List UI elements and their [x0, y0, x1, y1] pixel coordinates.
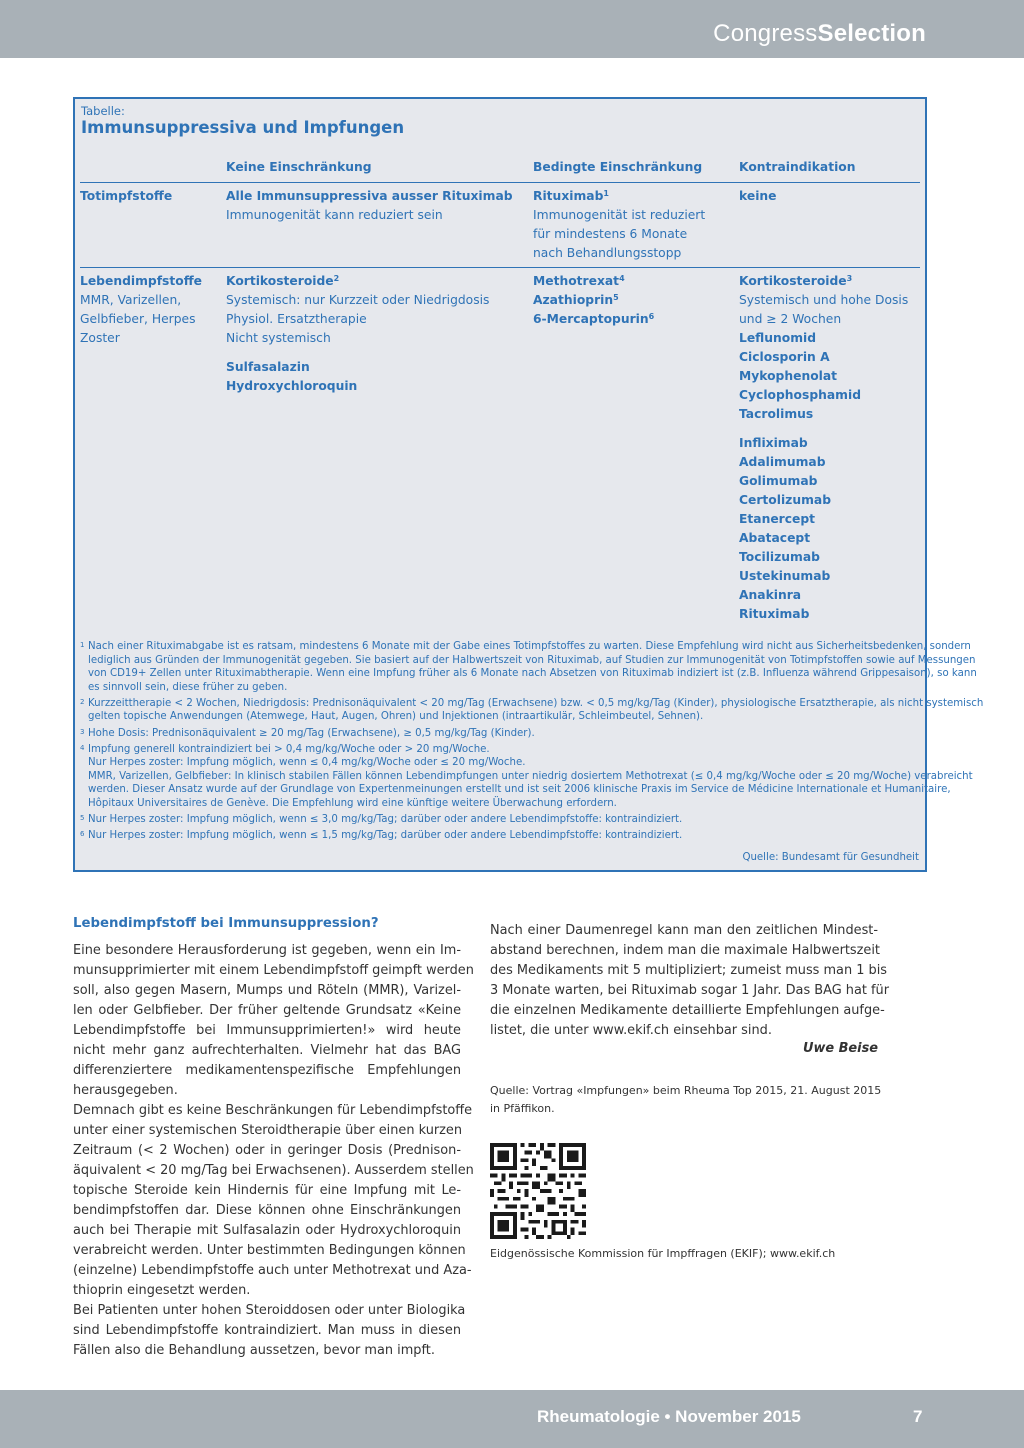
footnote: 2 Kurzzeittherapie < 2 Wochen, Niedrigdosis: Prednisonäquivalent < 20 mg/Tag (Erwachsene) bzw. < 0,5 mg/kg/Tag (Kinder), physiologische Ersatztherapie, als nicht systemisch gelten topische Anwendungen (Atemwege, Haut, Augen, Ohren) und Injektionen (intraartikulär, Schleimbeutel, Sehnen). — [80, 697, 984, 723]
article-source: Quelle: Vortrag «Impfungen» beim Rheuma Top 2015, 21. August 2015 in Pfäffikon. — [490, 1084, 882, 1115]
header-band — [0, 0, 1024, 58]
qr-code[interactable] — [490, 1143, 586, 1239]
column-header-keine: Keine Einschränkung — [226, 160, 372, 174]
row-label-lebendimpfstoffe: Lebendimpfstoffe MMR, Varizellen, Gelbfieber, Herpes Zoster — [80, 274, 203, 345]
qr-caption: Eidgenössische Kommission für Impffragen (EKIF); www.ekif.ch — [490, 1247, 836, 1260]
cell-lebend-keine: Kortikosteroide$^2$ Systemisch: nur Kurzzeit oder Niedrigdosis Physiol. Ersatztherapie Nicht systemisch Sulfasalazin Hydroxychloroquin — [226, 274, 490, 393]
footnote: 1 Nach einer Rituximabgabe ist es ratsam, mindestens 6 Monate mit der Gabe eines Totimpfstoffes zu warten. Diese Empfehlung wird nicht aus Sicherheitsbedenken, sondern lediglich aus Gründen der Immunogenität gegeben. Sie basiert auf der Halbwertszeit von Rituximab, auf Studien zur Immunogenität von Totimpfstoffen sowie auf Messungen von CD19+ Zellen unter Rituximabtherapie. Wenn eine Impfung früher als 6 Monate nach Absetzen von Rituximab indiziert ist (z.B. Influenza während Grippesaison), so kann es sinnvoll sein, diese früher zu geben. — [80, 641, 977, 693]
column-header-kontra: Kontraindikation — [739, 160, 856, 174]
article-left-column: Eine besondere Herausforderung ist gegeben, wenn ein Im- munsupprimierter mit einem Lebendimpfstoff geimpft werden soll, also gegen Masern, Mumps und Röteln (MMR), Varizel- len oder Gelbfieber. Der früher geltende Grundsatz «Keine Lebendimpfstoffe bei Immunsupprimierten!» wird heute nicht mehr ganz aufrechterhalten. Vielmehr hat das BAG differenziertere medikamentenspezifische Empfehlungen herausgegeben. Demnach gibt es keine Beschränkungen für Lebendimpfstoffe unter einer systemischen Steroidtherapie über einen kurzen Zeitraum (< 2 Wochen) oder in geringer Dosis (Prednison- äquivalent < 20 mg/Tag bei Erwachsenen). Ausserdem stellen topische Steroide kein Hindernis für eine Impfung mit Le- bendimpfstoffen dar. Diese können ohne Einschränkungen auch bei Therapie mit Sulfasalazin oder Hydroxychloroquin verabreicht werden. Unter bestimmten Bedingungen können (einzelne) Lebendimpfstoffe auch unter Methotrexat und Aza- thioprin eingesetzt werden. Bei Patienten unter hohen Steroiddosen oder unter Biologika sind Lebendimpfstoffe kontraindiziert. Man muss in diesen Fällen also die Behandlung aussetzen, bevor man impft. — [73, 943, 474, 1358]
cell-lebend-kontra: Kortikosteroide$^3$ Systemisch und hohe Dosis und ≥ 2 Wochen Leflunomid Ciclosporin A Mykophenolat Cyclophosphamid Tacrolimus Infliximab Adalimumab Golimumab Certolizumab Etanercept Abatacept Tocilizumab Ustekinumab Anakinra Rituximab — [739, 274, 909, 621]
cell-lebend-bedingt: Methotrexat$^4$ Azathioprin$^5$ 6-Mercaptopurin$^6$ — [533, 274, 655, 326]
table-title: Immunsuppressiva und Impfungen — [81, 118, 405, 137]
footer-band — [0, 1390, 1024, 1448]
footnote: 5 Nur Herpes zoster: Impfung möglich, wenn ≤ 3,0 mg/kg/Tag; darüber oder andere Lebendimpfstoffe: kontraindiziert. — [80, 814, 683, 826]
footnote: 6 Nur Herpes zoster: Impfung möglich, wenn ≤ 1,5 mg/kg/Tag; darüber oder andere Lebendimpfstoffe: kontraindiziert. — [80, 830, 683, 842]
row-divider — [80, 267, 920, 268]
footnotes — [80, 640, 984, 845]
table-caption: Tabelle: — [81, 104, 125, 118]
table-panel — [73, 97, 984, 872]
footnote: 3 Hohe Dosis: Prednisonäquivalent ≥ 20 mg/Tag (Erwachsene), ≥ 0,5 mg/kg/Tag (Kinder). — [80, 727, 535, 739]
table-source: Quelle: Bundesamt für Gesundheit — [742, 852, 919, 863]
footer-journal: Rheumatologie • November 2015 — [537, 1407, 801, 1426]
footnote: 4 Impfung generell kontraindiziert bei > 0,4 mg/kg/Woche oder > 20 mg/Woche. Nur Herpes zoster: Impfung möglich, wenn ≤ 0,4 mg/kg/Woche oder ≤ 20 mg/Woche. MMR, Varizellen, Gelbfieber: In klinisch stabilen Fällen können Lebendimpfungen unter niedrig dosiertem Methotrexat (≤ 0,4 mg/kg/Woche oder ≤ 20 mg/Woche) verabreicht werden. Dieser Ansatz wurde auf der Grundlage von Expertenmeinungen erstellt und ist seit 2006 klinische Praxis im Service de Médicine Internationale et Humanitaire, Hôpitaux Universitaires de Genève. Die Empfehlung wird eine künftige weitere Überwachung erfordern. — [80, 743, 973, 810]
article-author: Uwe Beise — [802, 1041, 878, 1056]
article-right-column: Nach einer Daumenregel kann man den zeitlichen Mindest- abstand berechnen, indem man die maximale Halbwertszeit des Medikaments mit 5 multipliziert; zumeist muss man 1 bis 3 Monate warten, bei Rituximab sogar 1 Jahr. Das BAG hat für die einzelnen Medikamente detaillierte Empfehlungen aufge- listet, die unter www.ekif.ch einsehbar sind. — [490, 923, 890, 1038]
column-header-bedingt: Bedingte Einschränkung — [533, 160, 703, 174]
row-label-totimpfstoffe: Totimpfstoffe — [80, 189, 173, 203]
page-number: 7 — [913, 1407, 923, 1426]
cell-totimpf-bedingt: Rituximab$^1$ Immunogenität ist reduziert für mindestens 6 Monate nach Behandlungsstopp — [533, 189, 706, 260]
header-divider — [80, 182, 920, 183]
brand-logo: CongressSelection — [713, 20, 926, 47]
article-heading: Lebendimpfstoff bei Immunsuppression? — [73, 916, 379, 931]
cell-totimpf-keine: Alle Immunsuppressiva ausser Rituximab Immunogenität kann reduziert sein — [226, 189, 513, 222]
cell-totimpf-kontra: keine — [739, 189, 777, 203]
